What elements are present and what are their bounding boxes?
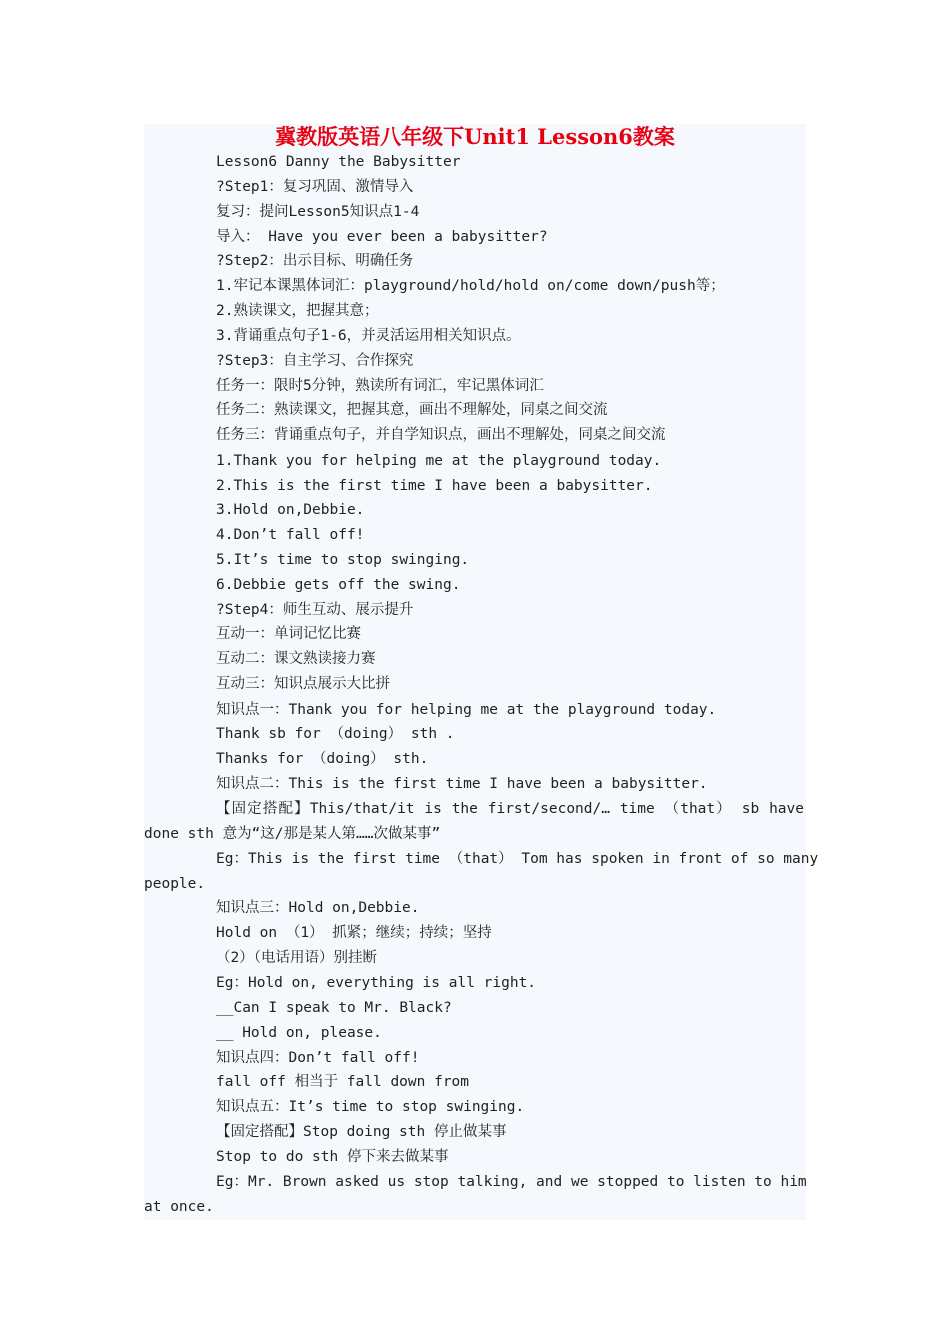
text-line: Stop to do sth 停下来去做某事 (216, 1149, 449, 1165)
text-line: Thank sb for （doing） sth . (216, 726, 455, 742)
text-line: 互动二：课文熟读接力赛 (216, 651, 376, 667)
text-line: 任务一：限时5分钟，熟读所有词汇，牢记黑体词汇 (216, 378, 544, 394)
text-line: 【固定搭配】This/that/it is the first/second/… time （that） sb have (216, 801, 804, 817)
text-line: 导入： Have you ever been a babysitter? (216, 229, 548, 245)
text-line: Thanks for （doing） sth. (216, 751, 429, 767)
text-line: ?Step1：复习巩固、激情导入 (216, 179, 414, 195)
text-line: ?Step3：自主学习、合作探究 (216, 353, 414, 369)
text-line: 【固定搭配】Stop doing sth 停止做某事 (216, 1124, 507, 1140)
text-line: 知识点三：Hold on,Debbie. (216, 900, 420, 916)
text-line: 复习：提问Lesson5知识点1-4 (216, 204, 420, 220)
text-line: fall off 相当于 fall down from (216, 1074, 470, 1090)
text-line: ?Step4：师生互动、展示提升 (216, 602, 414, 618)
text-line: __Can I speak to Mr. Black? (216, 1000, 452, 1016)
text-line: Eg：Mr. Brown asked us stop talking, and we stopped to listen to him (216, 1174, 807, 1190)
text-line: people. (144, 876, 206, 892)
text-line: done sth 意为“这/那是某人第……次做某事” (144, 826, 441, 842)
text-line: 1.Thank you for helping me at the playground today. (216, 453, 662, 469)
text-line: 互动一：单词记忆比赛 (216, 626, 361, 642)
text-line: 2.This is the first time I have been a babysitter. (216, 478, 653, 494)
document-title: 冀教版英语八年级下Unit1 Lesson6教案 (275, 124, 675, 149)
text-line: at once. (144, 1199, 214, 1215)
text-line: 任务三：背诵重点句子，并自学知识点，画出不理解处，同桌之间交流 (216, 427, 666, 443)
text-line: __ Hold on, please. (216, 1025, 382, 1041)
text-line: 互动三：知识点展示大比拼 (216, 676, 390, 692)
text-line: 知识点二：This is the first time I have been a babysitter. (216, 776, 708, 792)
text-line: 6.Debbie gets off the swing. (216, 577, 461, 593)
text-line: 1.牢记本课黑体词汇：playground/hold/hold on/come down/push等； (216, 278, 725, 294)
text-line: （2）（电话用语）别挂断 (216, 950, 377, 966)
text-line: Eg：Hold on, everything is all right. (216, 975, 537, 991)
text-line: 5.It’s time to stop swinging. (216, 552, 470, 568)
text-line: 知识点五：It’s time to stop swinging. (216, 1099, 525, 1115)
text-line: 知识点四：Don’t fall off! (216, 1050, 420, 1066)
text-line: Hold on （1） 抓紧；继续；持续；坚持 (216, 925, 492, 941)
text-line: 4.Don’t fall off! (216, 527, 365, 543)
text-line: 知识点一：Thank you for helping me at the playground today. (216, 702, 717, 718)
text-line: Eg：This is the first time （that） Tom has spoken in front of so many (216, 851, 819, 867)
text-line: 3.背诵重点句子1-6，并灵活运用相关知识点。 (216, 328, 521, 344)
text-line: 2.熟读课文，把握其意； (216, 303, 379, 319)
text-line: 任务二：熟读课文，把握其意，画出不理解处，同桌之间交流 (216, 402, 608, 418)
text-line: 3.Hold on,Debbie. (216, 502, 365, 518)
text-line: ?Step2：出示目标、明确任务 (216, 253, 414, 269)
text-line: Lesson6 Danny the Babysitter (216, 154, 461, 170)
